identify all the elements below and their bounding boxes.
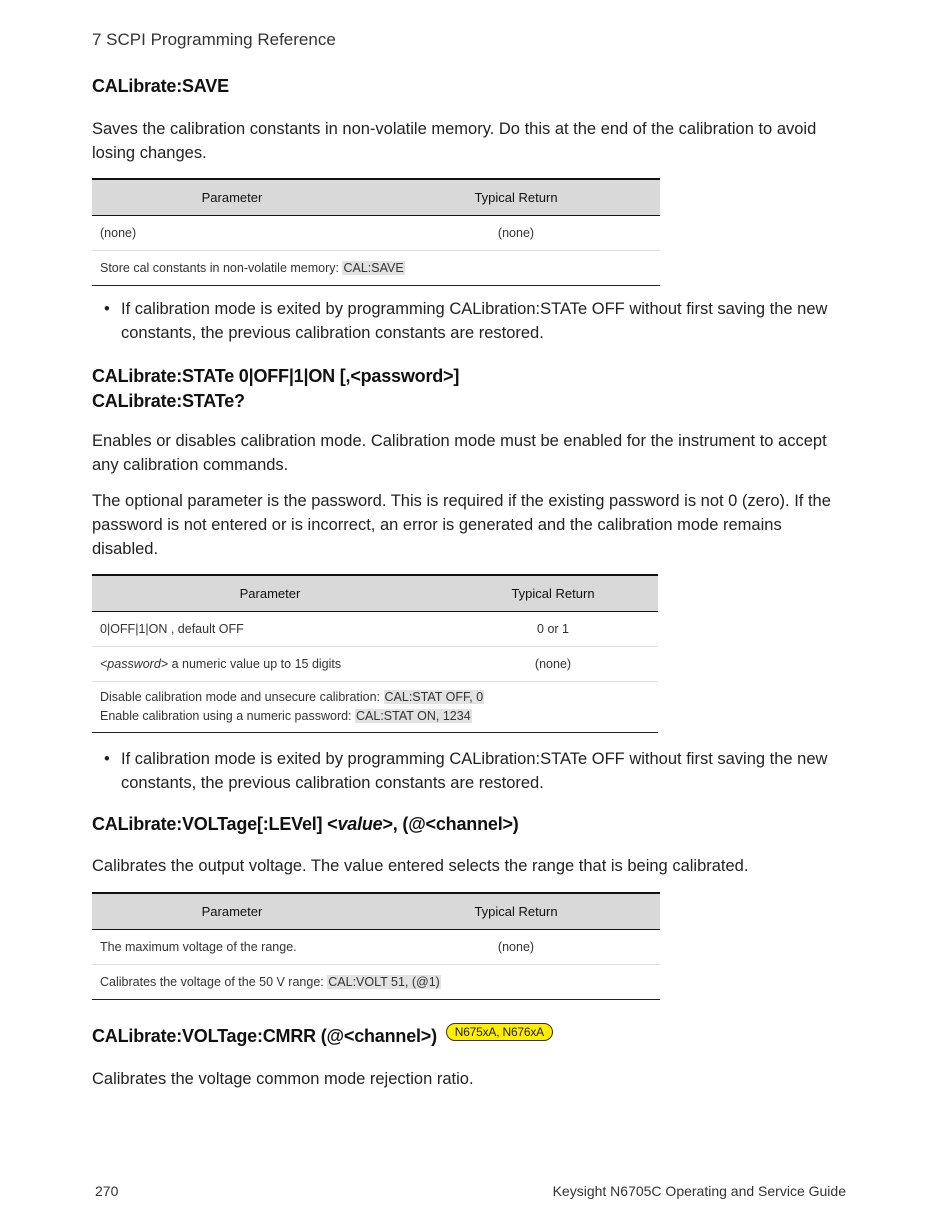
- section-title-cal-save: CALibrate:SAVE: [92, 76, 229, 96]
- table-header-return: Typical Return: [372, 893, 660, 930]
- guide-title: Keysight N6705C Operating and Service Guide: [552, 1183, 846, 1199]
- table-header-parameter: Parameter: [92, 575, 448, 612]
- section-title-cal-voltage: [92, 814, 519, 835]
- section-description: Calibrates the output voltage. The value entered selects the range that is being calibrated.: [92, 857, 749, 875]
- section-title-cal-state: [92, 364, 459, 414]
- table-row: [92, 216, 660, 251]
- table-cell: [92, 647, 448, 682]
- table-header-parameter: Parameter: [92, 179, 372, 216]
- section-description: The optional parameter is the password. This is required if the existing password is not 0 (zero). If the password is not entered or is incorrect, an error is generated and the calibration mode remains disabled.: [92, 492, 831, 558]
- example-cell: [92, 965, 660, 1000]
- bullet-text: If calibration mode is exited by programming CALibration:STATe OFF without first saving the new constants, the previous calibration constants are restored.: [121, 750, 828, 792]
- section-description: Calibrates the voltage common mode rejection ratio.: [92, 1070, 474, 1088]
- table-row-example: [92, 965, 660, 1000]
- table-header-return: Typical Return: [448, 575, 658, 612]
- model-badge: N675xA, N676xA: [446, 1023, 553, 1041]
- bullet-text: If calibration mode is exited by programming CALibration:STATe OFF without first saving the new constants, the previous calibration constants are restored.: [121, 300, 828, 342]
- table-header-parameter: Parameter: [92, 893, 372, 930]
- parameter-table: [92, 574, 658, 733]
- bullet-dot: •: [104, 750, 110, 768]
- section-title-cal-cmrr: [92, 1023, 553, 1047]
- table-cell: (none): [372, 930, 660, 965]
- table-cell: (none): [448, 647, 658, 682]
- title-text: CALibrate:VOLTage:CMRR (@<channel>): [92, 1026, 437, 1046]
- example-code: CAL:VOLT 51, (@1): [328, 975, 440, 989]
- table-row-example: [92, 682, 658, 733]
- example-label: Enable calibration using a numeric password:: [100, 709, 352, 723]
- section-description: Saves the calibration constants in non-volatile memory. Do this at the end of the calibration to avoid losing changes.: [92, 120, 817, 162]
- bullet-dot: •: [104, 300, 110, 318]
- chapter-header: 7 SCPI Programming Reference: [92, 30, 336, 49]
- table-cell: 0 or 1: [448, 612, 658, 647]
- bullet-note: [104, 297, 844, 345]
- table-row-example: [92, 251, 660, 286]
- page-number: 270: [95, 1183, 119, 1199]
- example-code: CAL:STAT OFF, 0: [384, 690, 484, 704]
- example-code: CAL:SAVE: [343, 261, 404, 275]
- bullet-note: [104, 747, 844, 795]
- parameter-table: [92, 178, 660, 286]
- title-line-1: CALibrate:STATe 0|OFF|1|ON [,<password>]: [92, 366, 460, 386]
- example-cell: [92, 251, 660, 286]
- title-part: CALibrate:VOLTage[:LEVel] <: [92, 814, 338, 834]
- table-row: [92, 930, 660, 965]
- table-cell: (none): [372, 216, 660, 251]
- title-italic: value: [337, 814, 383, 834]
- table-row: [92, 612, 658, 647]
- example-label: Disable calibration mode and unsecure calibration:: [100, 690, 381, 704]
- title-line-2: CALibrate:STATe?: [92, 391, 245, 411]
- example-cell: [92, 682, 658, 733]
- password-desc: a numeric value up to 15 digits: [168, 657, 342, 671]
- example-label: Calibrates the voltage of the 50 V range:: [100, 975, 324, 989]
- table-cell: 0|OFF|1|ON , default OFF: [92, 612, 448, 647]
- table-cell: The maximum voltage of the range.: [92, 930, 372, 965]
- title-part: >, (@<channel>): [382, 814, 519, 834]
- table-header-return: Typical Return: [372, 179, 660, 216]
- table-row: [92, 647, 658, 682]
- parameter-table: [92, 892, 660, 1000]
- example-code: CAL:STAT ON, 1234: [356, 709, 471, 723]
- section-description: Enables or disables calibration mode. Calibration mode must be enabled for the instrument to accept any calibration commands.: [92, 432, 827, 474]
- table-cell: (none): [92, 216, 372, 251]
- password-param: <password>: [100, 657, 169, 671]
- example-label: Store cal constants in non-volatile memory:: [100, 261, 339, 275]
